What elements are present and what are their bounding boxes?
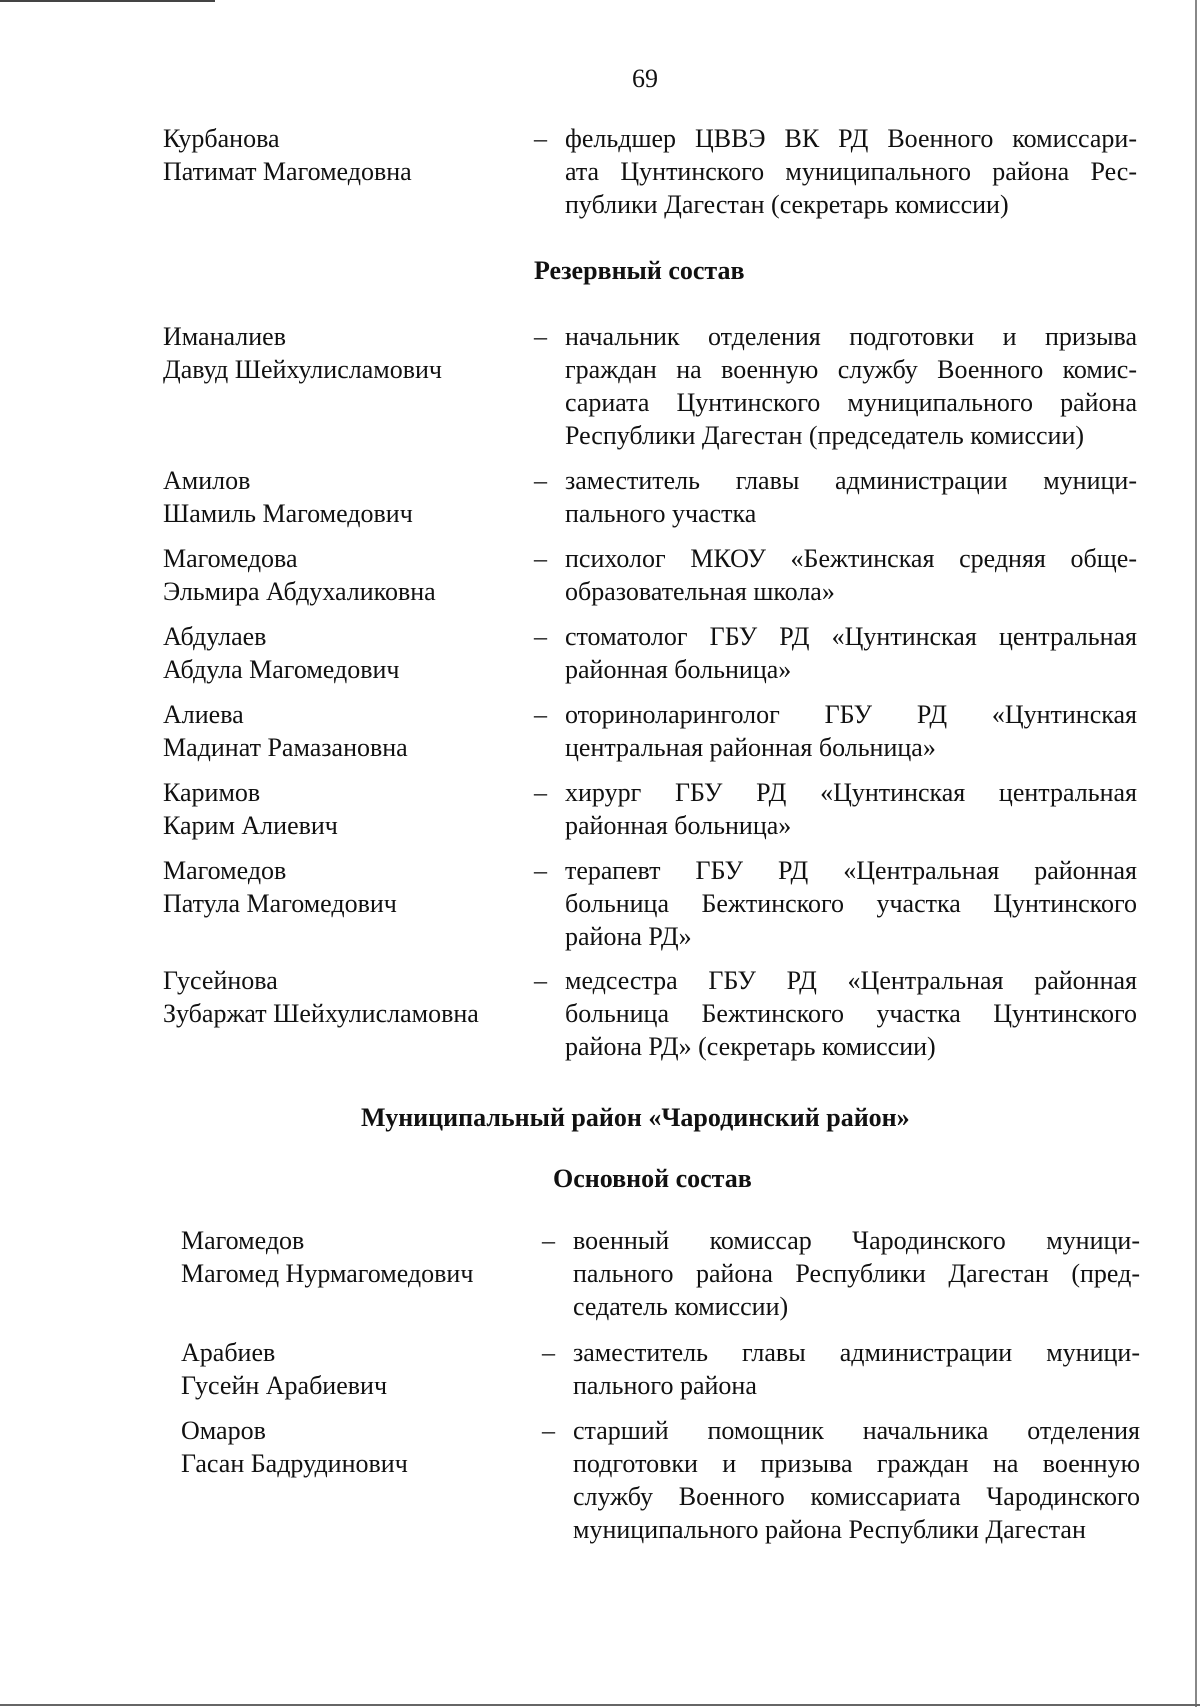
member-given-name: Гасан Бадрудинович (181, 1449, 408, 1478)
member-name (163, 464, 523, 530)
position-line: стоматолог ГБУ РД «Цунтинская центральная (565, 622, 1137, 651)
member-position (573, 1336, 1140, 1402)
scan-edge-top (0, 0, 215, 2)
position-line: медсестра ГБУ РД «Центральная районная (565, 966, 1137, 995)
member-name (163, 320, 523, 386)
position-line: фельдшер ЦВВЭ ВК РД Военного комиссари- (565, 124, 1137, 153)
dash: – (534, 124, 547, 153)
position-line: старший помощник начальника отделения (573, 1416, 1140, 1445)
main-heading: Основной состав (553, 1164, 752, 1193)
dash: – (534, 700, 547, 729)
district-heading: Муниципальный район «Чародинский район» (361, 1103, 910, 1132)
position-line: района РД» (565, 922, 692, 951)
position-line: муниципального района Республики Дагестан (573, 1515, 1086, 1544)
page-number: 69 (632, 64, 658, 93)
member-surname: Арабиев (181, 1338, 276, 1367)
position-line: службу Военного комиссариата Чародинского (573, 1482, 1140, 1511)
member-surname: Абдулаев (163, 622, 267, 651)
dash: – (542, 1226, 555, 1255)
position-line: оториноларинголог ГБУ РД «Цунтинская (565, 700, 1137, 729)
member-surname: Каримов (163, 778, 261, 807)
member-name (163, 122, 523, 188)
member-surname: Магомедов (163, 856, 287, 885)
scan-edge-right (1195, 0, 1197, 1707)
member-surname: Гусейнова (163, 966, 278, 995)
member-position (565, 542, 1137, 608)
position-line: заместитель главы администрации муници- (573, 1338, 1140, 1367)
dash: – (542, 1338, 555, 1367)
member-name (163, 776, 523, 842)
position-line: района РД» (секретарь комиссии) (565, 1032, 936, 1061)
position-line: военный комиссар Чародинского муници- (573, 1226, 1140, 1255)
member-given-name: Абдула Магомедович (163, 655, 400, 684)
position-line: сариата Цунтинского муниципального района (565, 388, 1137, 417)
member-name (181, 1224, 541, 1290)
position-line: ата Цунтинского муниципального района Рес- (565, 157, 1137, 186)
member-surname: Магомедова (163, 544, 298, 573)
dash: – (534, 466, 547, 495)
member-given-name: Магомед Нурмагомедович (181, 1259, 474, 1288)
position-line: пального района Республики Дагестан (пред- (573, 1259, 1140, 1288)
member-given-name: Эльмира Абдухаликовна (163, 577, 436, 606)
member-surname: Амилов (163, 466, 251, 495)
member-surname: Курбанова (163, 124, 280, 153)
member-name (181, 1414, 541, 1480)
member-given-name: Давуд Шейхулисламович (163, 355, 442, 384)
member-name (163, 964, 523, 1030)
member-position (565, 698, 1137, 764)
member-position (565, 620, 1137, 686)
dash: – (534, 966, 547, 995)
dash: – (534, 622, 547, 651)
member-given-name: Карим Алиевич (163, 811, 338, 840)
position-line: центральная районная больница» (565, 733, 936, 762)
member-position (573, 1414, 1140, 1546)
member-given-name: Гусейн Арабиевич (181, 1371, 388, 1400)
member-surname: Омаров (181, 1416, 266, 1445)
position-line: граждан на военную службу Военного комис- (565, 355, 1137, 384)
member-name (163, 698, 523, 764)
scan-edge-bottom (0, 1704, 1200, 1706)
member-given-name: Патула Магомедович (163, 889, 397, 918)
position-line: подготовки и призыва граждан на военную (573, 1449, 1140, 1478)
position-line: хирург ГБУ РД «Цунтинская центральная (565, 778, 1137, 807)
position-line: начальник отделения подготовки и призыва (565, 322, 1137, 351)
member-surname: Иманалиев (163, 322, 286, 351)
position-line: седатель комиссии) (573, 1292, 789, 1321)
member-given-name: Зубаржат Шейхулисламовна (163, 999, 479, 1028)
member-given-name: Мадинат Рамазановна (163, 733, 408, 762)
member-position (565, 320, 1137, 452)
member-position (565, 964, 1137, 1063)
dash: – (534, 856, 547, 885)
position-line: пального района (573, 1371, 757, 1400)
dash: – (534, 544, 547, 573)
member-position (573, 1224, 1140, 1323)
position-line: образовательная школа» (565, 577, 835, 606)
member-position (565, 122, 1137, 221)
position-line: терапевт ГБУ РД «Центральная районная (565, 856, 1137, 885)
member-name (163, 620, 523, 686)
position-line: больница Бежтинского участка Цунтинского (565, 889, 1137, 918)
member-name (181, 1336, 541, 1402)
member-surname: Алиева (163, 700, 244, 729)
dash: – (542, 1416, 555, 1445)
member-position (565, 854, 1137, 953)
position-line: публики Дагестан (секретарь комиссии) (565, 190, 1009, 219)
dash: – (534, 322, 547, 351)
position-line: Республики Дагестан (председатель комиссии) (565, 421, 1085, 450)
member-surname: Магомедов (181, 1226, 305, 1255)
member-given-name: Шамиль Магомедович (163, 499, 413, 528)
reserve-heading: Резервный состав (534, 256, 745, 285)
position-line: районная больница» (565, 811, 792, 840)
member-name (163, 854, 523, 920)
member-name (163, 542, 523, 608)
position-line: пального участка (565, 499, 757, 528)
position-line: заместитель главы администрации муници- (565, 466, 1137, 495)
member-given-name: Патимат Магомедовна (163, 157, 412, 186)
dash: – (534, 778, 547, 807)
position-line: психолог МКОУ «Бежтинская средняя обще- (565, 544, 1137, 573)
member-position (565, 464, 1137, 530)
member-position (565, 776, 1137, 842)
position-line: районная больница» (565, 655, 792, 684)
position-line: больница Бежтинского участка Цунтинского (565, 999, 1137, 1028)
